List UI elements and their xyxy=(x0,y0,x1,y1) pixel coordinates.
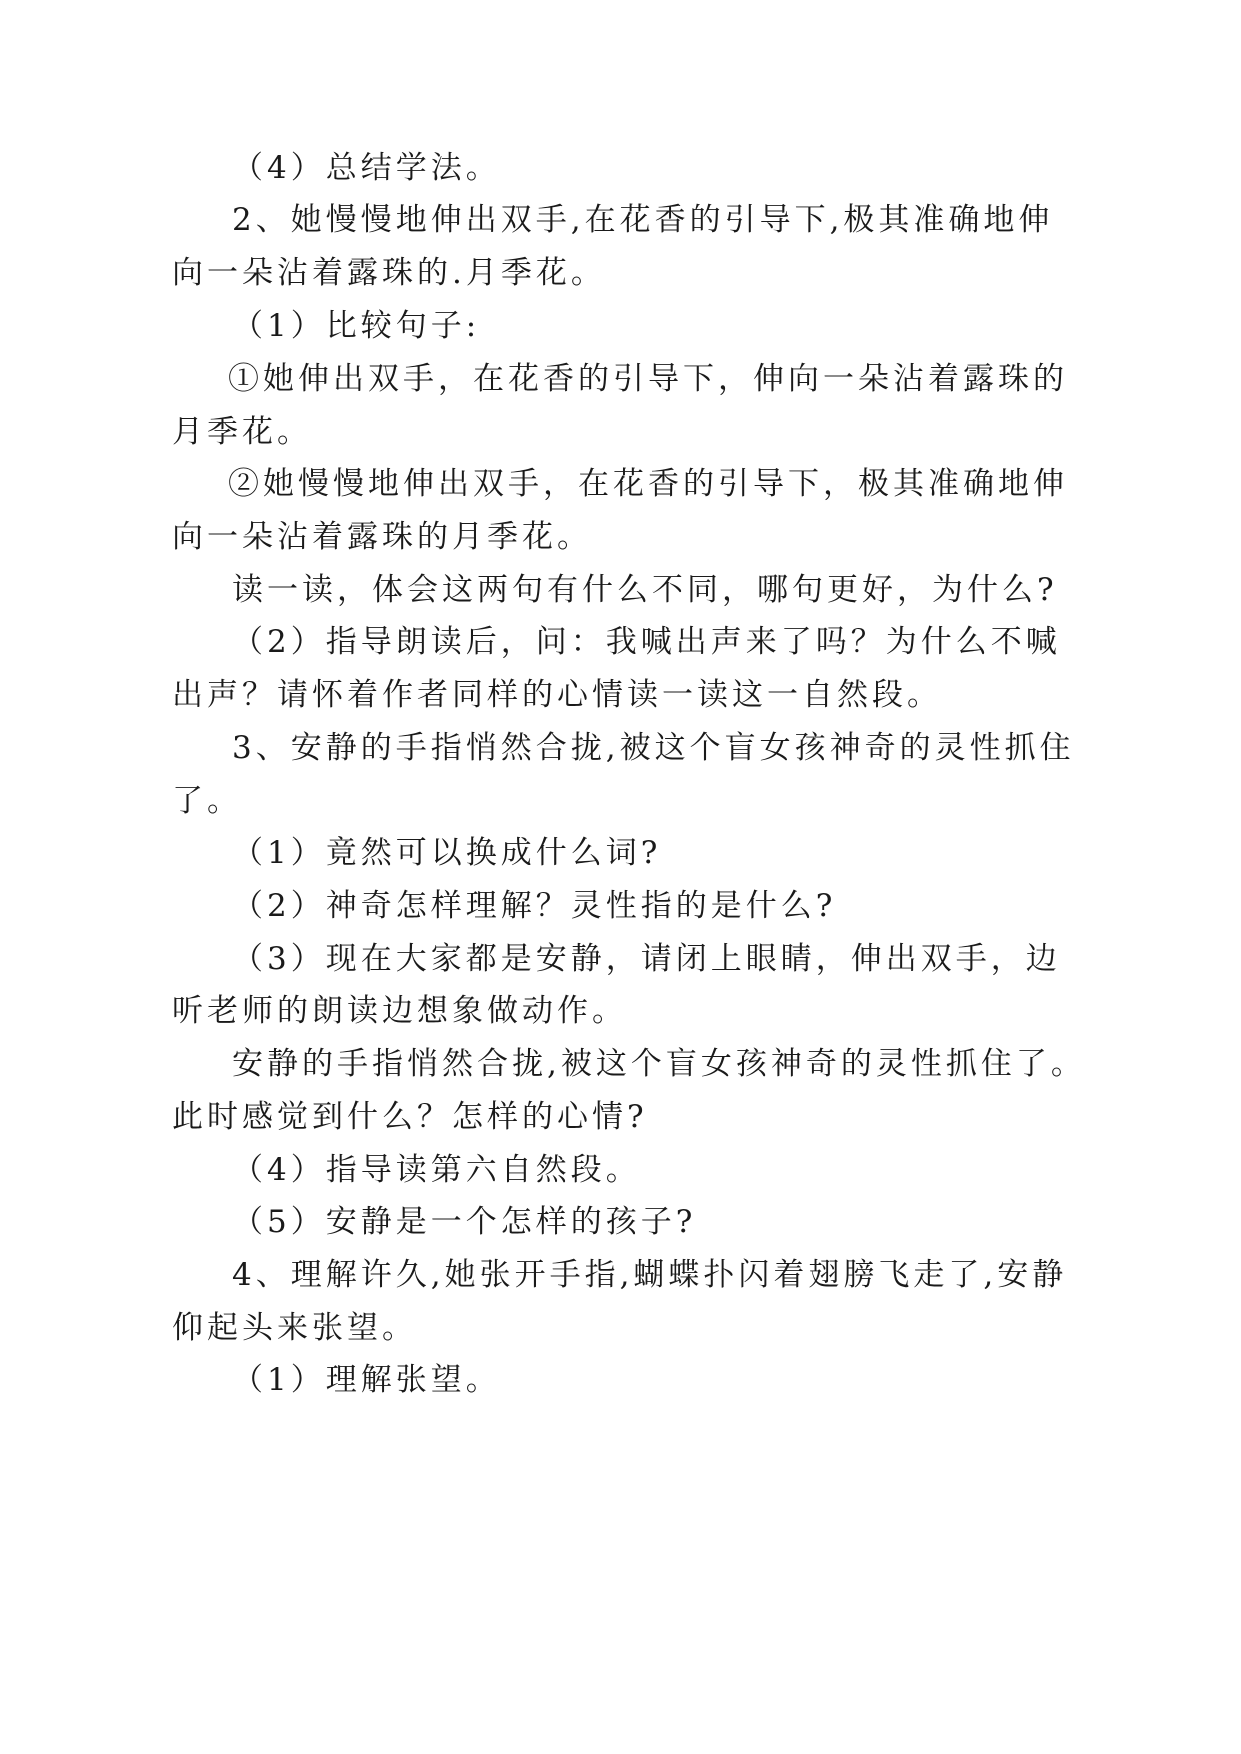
text-line: 向一朵沾着露珠的.月季花。 xyxy=(172,255,606,291)
text-line: 月季花。 xyxy=(172,414,312,450)
text-line: （2）指导朗读后，问：我喊出声来了吗？为什么不喊 xyxy=(232,624,1061,660)
text-line: 2、她慢慢地伸出双手,在花香的引导下,极其准确地伸 xyxy=(232,202,1054,238)
text-line: （4）总结学法。 xyxy=(232,150,501,186)
text-line: 了。 xyxy=(172,783,242,819)
text-line: （3）现在大家都是安静，请闭上眼睛，伸出双手，边 xyxy=(232,941,1061,977)
text-line: ②她慢慢地伸出双手，在花香的引导下，极其准确地伸 xyxy=(228,466,1068,502)
text-line: 4、理解许久,她张开手指,蝴蝶扑闪着翅膀飞走了,安静 xyxy=(232,1257,1068,1293)
text-line: （4）指导读第六自然段。 xyxy=(232,1152,641,1188)
text-line: 听老师的朗读边想象做动作。 xyxy=(172,993,627,1029)
text-line: （1）比较句子: xyxy=(232,308,481,344)
text-line: 3、安静的手指悄然合拢,被这个盲女孩神奇的灵性抓住 xyxy=(232,730,1075,766)
text-line: 读一读，体会这两句有什么不同，哪句更好，为什么? xyxy=(232,572,1058,608)
text-line: 仰起头来张望。 xyxy=(172,1310,417,1346)
text-line: （5）安静是一个怎样的孩子? xyxy=(232,1204,697,1240)
text-line: 向一朵沾着露珠的月季花。 xyxy=(172,519,592,555)
text-line: 此时感觉到什么？怎样的心情? xyxy=(172,1099,648,1135)
text-line: （1）理解张望。 xyxy=(232,1362,501,1398)
text-line: 安静的手指悄然合拢,被这个盲女孩神奇的灵性抓住了。 xyxy=(232,1046,1086,1082)
text-line: 出声？请怀着作者同样的心情读一读这一自然段。 xyxy=(172,677,942,713)
text-line: ①她伸出双手，在花香的引导下，伸向一朵沾着露珠的 xyxy=(228,361,1068,397)
text-line: （1）竟然可以换成什么词? xyxy=(232,835,662,871)
text-line: （2）神奇怎样理解？灵性指的是什么? xyxy=(232,888,837,924)
